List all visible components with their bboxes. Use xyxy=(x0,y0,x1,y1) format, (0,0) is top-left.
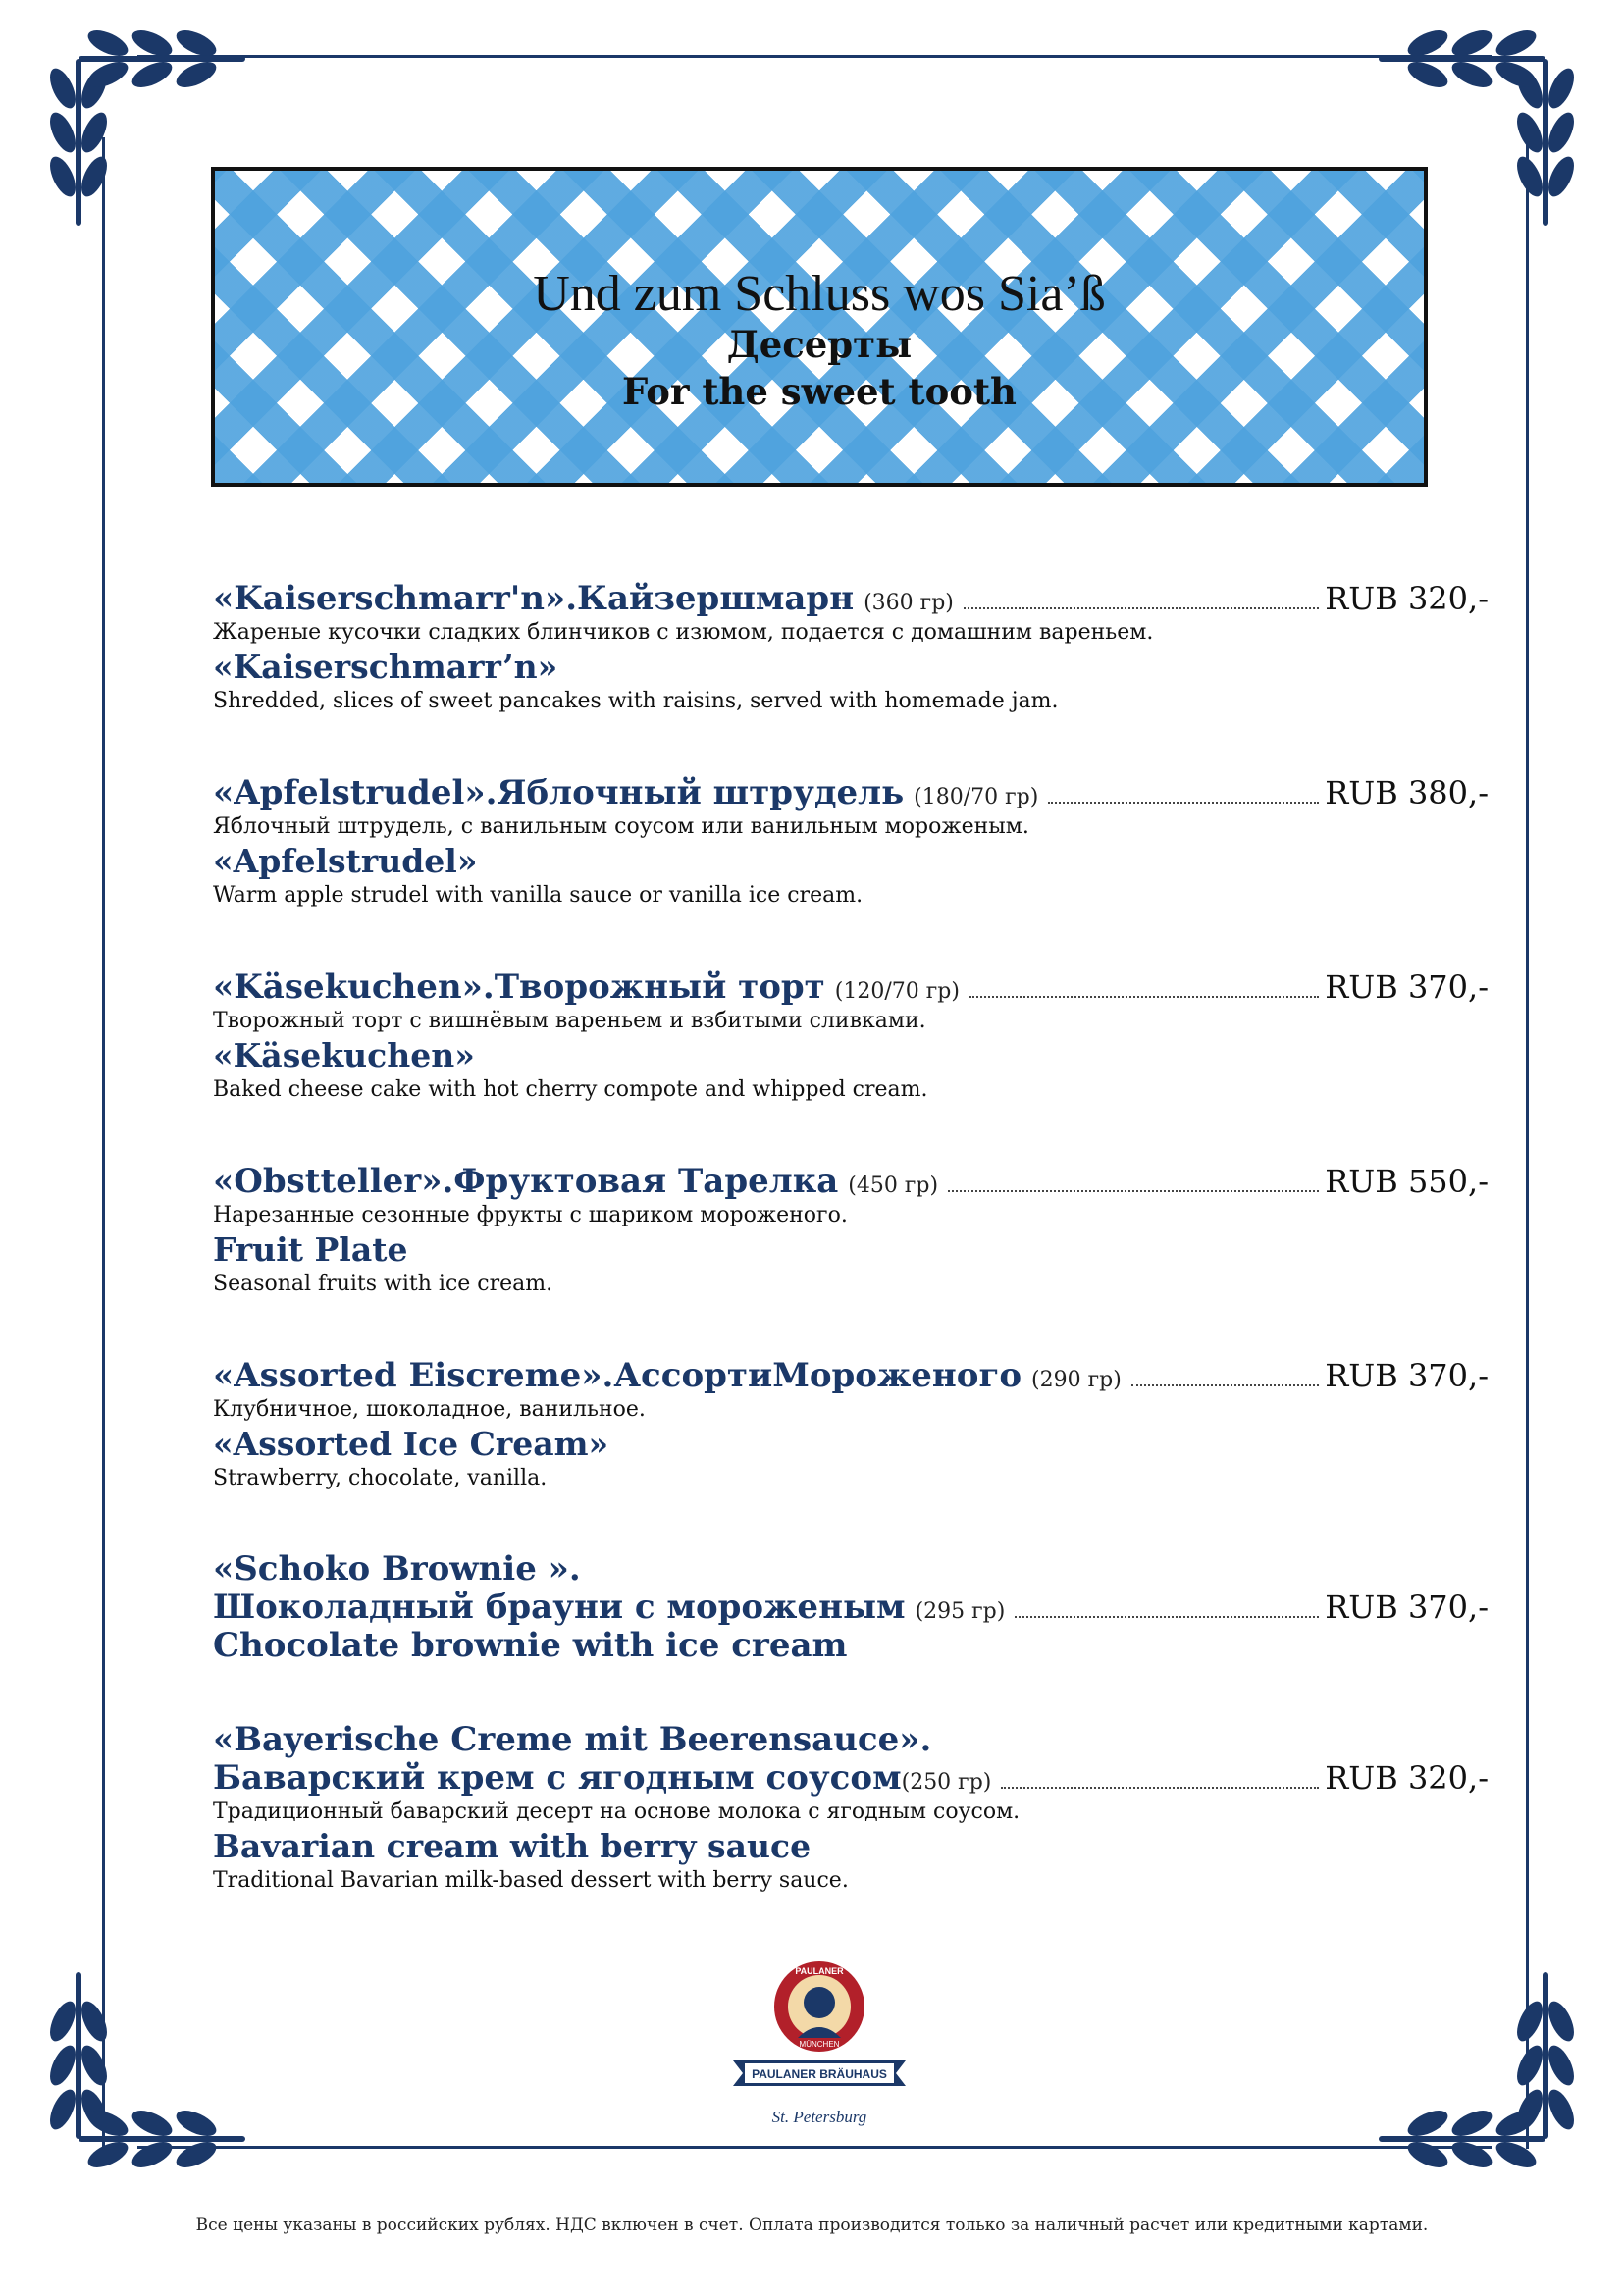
menu-item xyxy=(213,1162,1489,1299)
dotted-leader xyxy=(1001,1787,1319,1789)
item-weight: (295 гр) xyxy=(915,1599,1006,1624)
dotted-leader xyxy=(1048,802,1319,804)
item-description-ru: Клубничное, шоколадное, ванильное. xyxy=(213,1397,646,1422)
logo-city: St. Petersburg xyxy=(771,2108,867,2126)
item-weight: (180/70 гр) xyxy=(914,785,1039,809)
item-name: «Apfelstrudel».Яблочный штрудель xyxy=(213,773,905,812)
wheat-ornament-bottom-right-icon xyxy=(1369,1962,1585,2178)
item-name-ru: Шоколадный брауни с мороженым xyxy=(213,1588,906,1627)
frame-left-border xyxy=(102,137,105,2149)
dotted-leader xyxy=(1131,1384,1319,1386)
item-description-en: Seasonal fruits with ice cream. xyxy=(213,1272,553,1296)
item-price: RUB 370,- xyxy=(1325,1589,1489,1626)
item-price: RUB 320,- xyxy=(1325,580,1489,617)
item-name-en: «Käsekuchen» xyxy=(213,1036,475,1074)
logo-ring-bottom: MÜNCHEN xyxy=(799,2040,840,2049)
header-title-en: For the sweet tooth xyxy=(622,370,1017,414)
item-description-en: Strawberry, chocolate, vanilla. xyxy=(213,1466,548,1490)
item-name-en: «Apfelstrudel» xyxy=(213,842,478,880)
item-name-en: Chocolate brownie with ice cream xyxy=(213,1626,848,1665)
item-price: RUB 380,- xyxy=(1325,774,1489,811)
header-title-ru: Десерты xyxy=(726,323,913,367)
menu-item-bavarian-cream xyxy=(213,1721,1489,1896)
item-description-ru: Яблочный штрудель, с ванильным соусом или ванильным мороженым. xyxy=(213,814,1029,839)
item-description-ru: Творожный торт с вишнёвым вареньем и взбитыми сливками. xyxy=(213,1009,926,1033)
dessert-list xyxy=(213,579,1489,1953)
menu-item xyxy=(213,1356,1489,1493)
item-name: «Assorted Eiscreme».АссортиМороженого xyxy=(213,1356,1022,1395)
frame-right-border xyxy=(1526,137,1529,2149)
item-name: «Käsekuchen».Творожный торт xyxy=(213,967,825,1007)
header-title-de: Und zum Schluss wos Sia’ß xyxy=(533,265,1106,322)
item-description-en: Shredded, slices of sweet pancakes with raisins, served with homemade jam. xyxy=(213,689,1059,713)
menu-item-brownie xyxy=(213,1550,1489,1664)
item-weight: (360 гр) xyxy=(864,591,954,615)
item-description-ru: Жареные кусочки сладких блинчиков с изюмом, подается с домашним вареньем. xyxy=(213,620,1154,645)
item-weight: (290 гр) xyxy=(1031,1368,1122,1392)
frame-top-border xyxy=(137,55,1492,58)
menu-item xyxy=(213,967,1489,1105)
item-description-ru: Нарезанные сезонные фрукты с шариком мороженого. xyxy=(213,1203,848,1227)
wheat-ornament-bottom-left-icon xyxy=(39,1962,255,2178)
logo-banner-text: PAULANER BRÄUHAUS xyxy=(752,2067,887,2081)
item-price: RUB 550,- xyxy=(1325,1163,1489,1200)
dotted-leader xyxy=(1015,1616,1319,1618)
item-name-de: «Schoko Brownie ». xyxy=(213,1549,581,1589)
menu-item xyxy=(213,773,1489,911)
item-name: «Kaiserschmarr'n».Кайзершмарн xyxy=(213,579,855,618)
item-weight: (250 гр) xyxy=(901,1770,992,1795)
item-price: RUB 320,- xyxy=(1325,1759,1489,1797)
item-description-en: Traditional Bavarian milk-based dessert with berry sauce. xyxy=(213,1868,849,1893)
dotted-leader xyxy=(969,996,1319,998)
menu-item xyxy=(213,579,1489,716)
logo-ring-top: PAULANER xyxy=(795,1966,844,1976)
dotted-leader xyxy=(948,1190,1319,1192)
item-name-en: Bavarian cream with berry sauce xyxy=(213,1827,812,1865)
item-weight: (120/70 гр) xyxy=(834,979,960,1004)
item-description-en: Warm apple strudel with vanilla sauce or vanilla ice cream. xyxy=(213,883,864,908)
header-banner xyxy=(211,167,1428,487)
item-name-en: Fruit Plate xyxy=(213,1230,408,1269)
item-description-ru: Традиционный баварский десерт на основе молока с ягодным соусом. xyxy=(213,1799,1021,1824)
dotted-leader xyxy=(964,607,1319,609)
item-price: RUB 370,- xyxy=(1325,1357,1489,1394)
item-name-en: «Kaiserschmarr’n» xyxy=(213,648,558,686)
item-price: RUB 370,- xyxy=(1325,968,1489,1006)
frame-bottom-border xyxy=(137,2146,1492,2149)
footer-note: Все цены указаны в российских рублях. НДС включен в счет. Оплата производится только за наличный расчет или кредитными картами. xyxy=(195,2216,1429,2235)
item-name-de: «Bayerische Creme mit Beerensauce». xyxy=(213,1720,932,1759)
item-name: «Obstteller».Фруктовая Тарелка xyxy=(213,1162,839,1201)
paulaner-brauhaus-logo xyxy=(721,1948,917,2134)
item-description-en: Baked cheese cake with hot cherry compote and whipped cream. xyxy=(213,1077,928,1102)
item-name-en: «Assorted Ice Cream» xyxy=(213,1425,609,1463)
item-weight: (450 гр) xyxy=(848,1174,939,1198)
item-name-ru: Баварский крем с ягодным соусом xyxy=(213,1758,902,1798)
